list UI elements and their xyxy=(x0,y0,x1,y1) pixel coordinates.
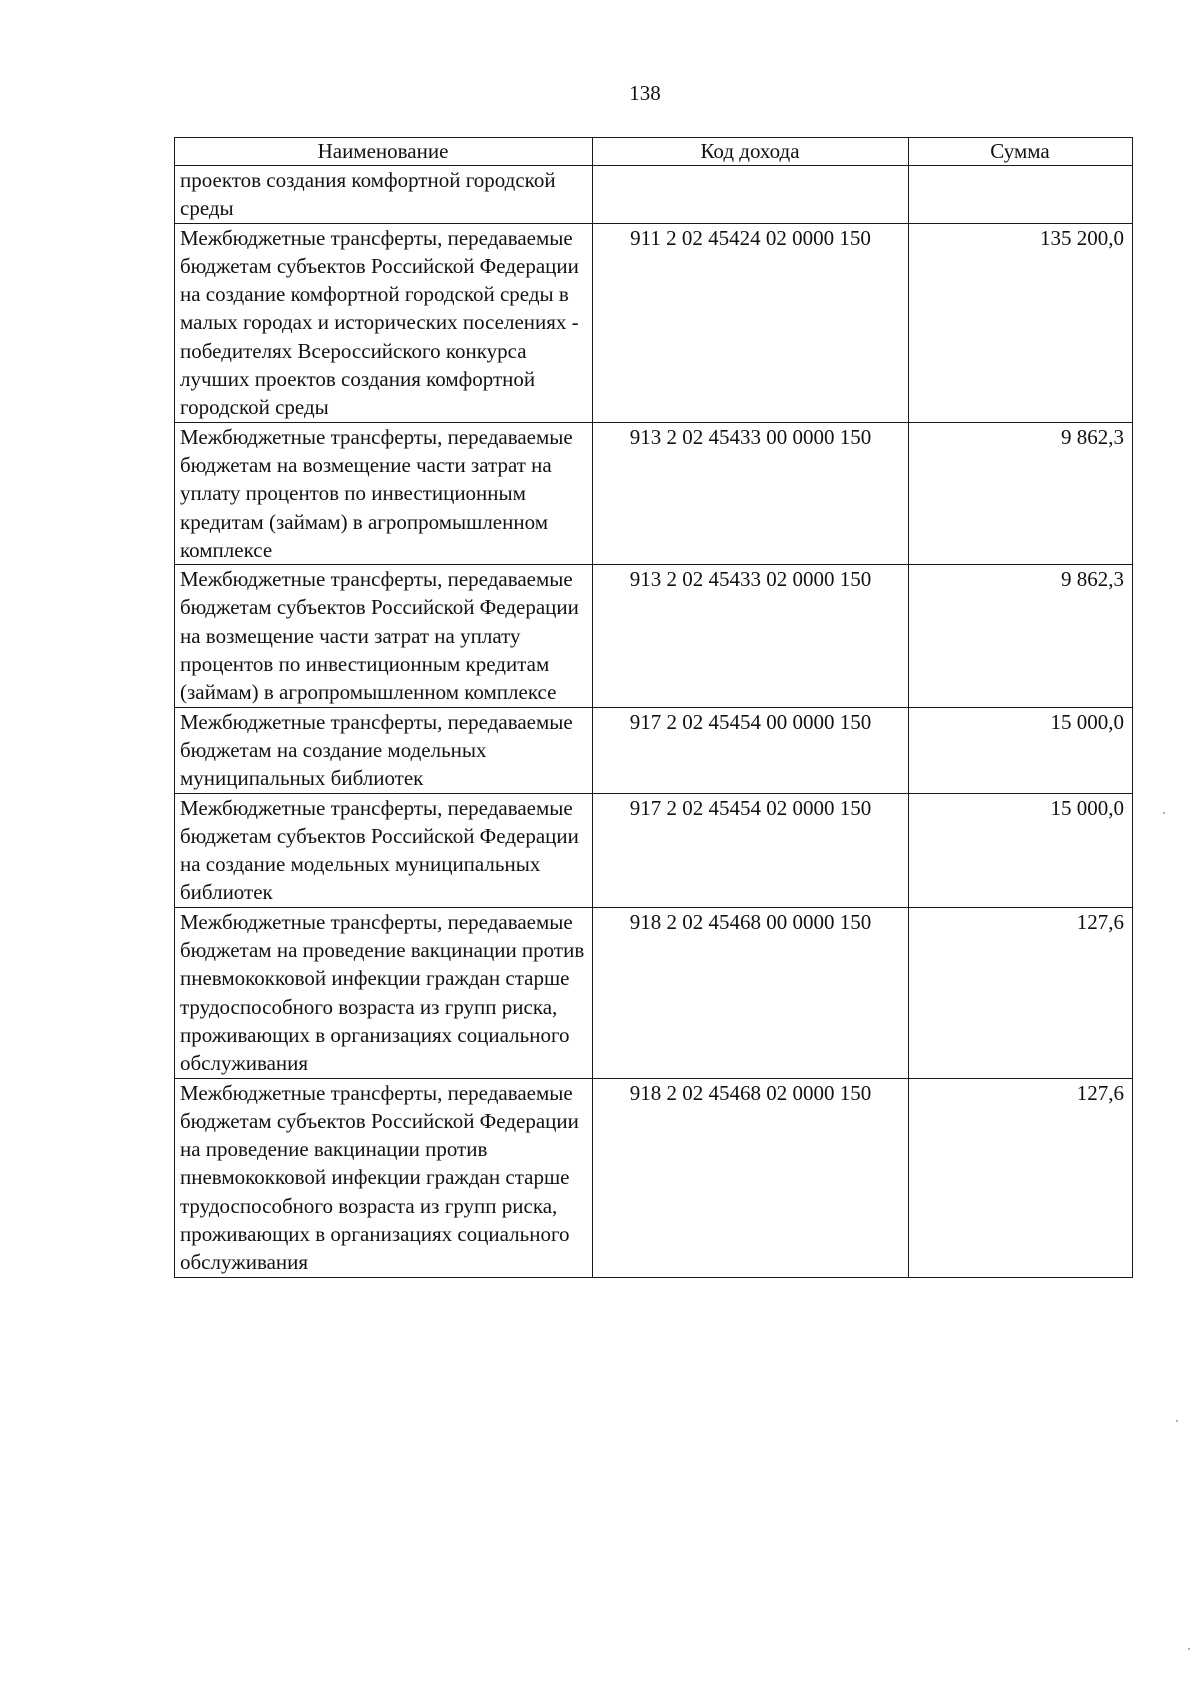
row-code: 917 2 02 45454 02 0000 150 xyxy=(593,793,909,907)
row-sum: 135 200,0 xyxy=(909,223,1133,422)
row-name: Межбюджетные трансферты, передаваемые бюджетам на возмещение части затрат на уплату процентов по инвестиционным кредитам (займам) в агропромышленном комплексе xyxy=(175,422,593,564)
header-code: Код дохода xyxy=(593,138,909,166)
table-row xyxy=(175,166,1133,224)
row-name: Межбюджетные трансферты, передаваемые бюджетам субъектов Российской Федерации на создание комфортной городской среды в малых городах и исторических поселениях - победителях Всероссийского конкурса лучших проектов создания комфортной городской среды xyxy=(175,223,593,422)
row-code: 913 2 02 45433 00 0000 150 xyxy=(593,422,909,564)
row-name: Межбюджетные трансферты, передаваемые бюджетам субъектов Российской Федерации на создание модельных муниципальных библиотек xyxy=(175,793,593,907)
row-code: 917 2 02 45454 00 0000 150 xyxy=(593,707,909,793)
table-row xyxy=(175,793,1133,907)
row-sum xyxy=(909,166,1133,224)
row-code: 918 2 02 45468 02 0000 150 xyxy=(593,1078,909,1277)
row-sum: 15 000,0 xyxy=(909,793,1133,907)
row-sum: 127,6 xyxy=(909,907,1133,1078)
row-name: Межбюджетные трансферты, передаваемые бюджетам на создание модельных муниципальных библиотек xyxy=(175,707,593,793)
row-code: 913 2 02 45433 02 0000 150 xyxy=(593,565,909,707)
scan-speck xyxy=(1163,812,1165,814)
row-code: 918 2 02 45468 00 0000 150 xyxy=(593,907,909,1078)
header-name: Наименование xyxy=(175,138,593,166)
row-code xyxy=(593,166,909,224)
table-row xyxy=(175,422,1133,564)
row-name: проектов создания комфортной городской среды xyxy=(175,166,593,224)
table-row xyxy=(175,1078,1133,1277)
table-header-row xyxy=(175,138,1133,166)
table-row xyxy=(175,565,1133,707)
table-row xyxy=(175,907,1133,1078)
row-name: Межбюджетные трансферты, передаваемые бюджетам субъектов Российской Федерации на проведение вакцинации против пневмококковой инфекции граждан старше трудоспособного возраста из групп риска, проживающих в организациях социального обслуживания xyxy=(175,1078,593,1277)
row-code: 911 2 02 45424 02 0000 150 xyxy=(593,223,909,422)
table-row xyxy=(175,223,1133,422)
row-sum: 127,6 xyxy=(909,1078,1133,1277)
scan-speck xyxy=(1188,1648,1190,1650)
table-row xyxy=(175,707,1133,793)
revenue-table xyxy=(174,137,1133,1278)
row-sum: 9 862,3 xyxy=(909,422,1133,564)
page-number: 138 xyxy=(629,81,661,105)
row-sum: 15 000,0 xyxy=(909,707,1133,793)
row-sum: 9 862,3 xyxy=(909,565,1133,707)
row-name: Межбюджетные трансферты, передаваемые бюджетам субъектов Российской Федерации на возмещение части затрат на уплату процентов по инвестиционным кредитам (займам) в агропромышленном комплексе xyxy=(175,565,593,707)
header-sum: Сумма xyxy=(909,138,1133,166)
row-name: Межбюджетные трансферты, передаваемые бюджетам на проведение вакцинации против пневмококковой инфекции граждан старше трудоспособного возраста из групп риска, проживающих в организациях социального обслуживания xyxy=(175,907,593,1078)
scan-speck xyxy=(1176,1420,1178,1422)
